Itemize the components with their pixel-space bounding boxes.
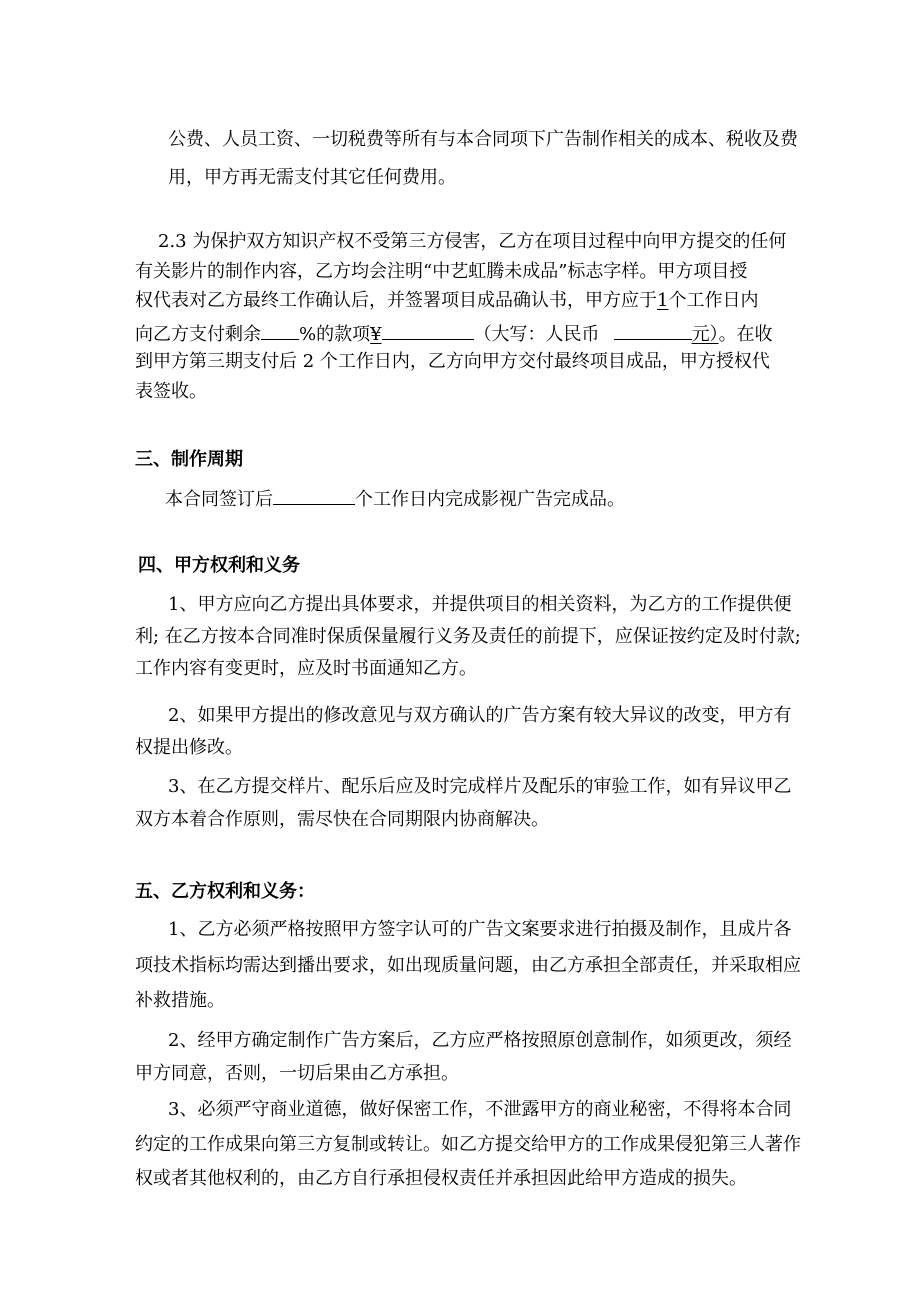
- section-4-p1-line-3: 工作内容有变更时，应及时书面通知乙方。: [135, 658, 477, 679]
- cost-text-line-2: 用，甲方再无需支付其它任何费用。: [168, 167, 456, 188]
- section-4-p2-line-1: 2、如果甲方提出的修改意见与双方确认的广告方案有较大异议的改变，甲方有: [168, 705, 792, 726]
- section-5-p1-line-2: 项技术指标均需达到播出要求，如出现质量问题，由乙方承担全部责任，并采取相应: [135, 955, 801, 976]
- clause-2-3-text: 。在收: [718, 324, 773, 345]
- clause-2-3-line-2: 有关影片的制作内容，乙方均会注明“中艺虹腾未成品”标志字样。甲方项目授: [135, 261, 748, 282]
- clause-2-3-line-1: 2.3 为保护双方知识产权不受第三方侵害，乙方在项目过程中向甲方提交的任何: [158, 231, 787, 252]
- section-5-p2-line-2: 甲方同意，否则，一切后果由乙方承担。: [135, 1063, 459, 1084]
- section-4-p3-line-2: 双方本着合作原则，需尽快在合同期限内协商解决。: [135, 809, 549, 830]
- section-3-text: [165, 484, 625, 508]
- clause-2-3-line-3: [135, 289, 758, 313]
- section-5-p1-line-1: 1、乙方必须严格按照甲方签字认可的广告文案要求进行拍摄及制作，且成片各: [168, 919, 792, 940]
- clause-2-3-text: 个工作日内: [668, 290, 759, 311]
- days-blank: [273, 484, 355, 505]
- capital-amount-blank: [614, 319, 692, 340]
- amount-blank: [382, 319, 474, 340]
- section-5-p3-line-2: 约定的工作成果向第三方复制或转让。如乙方提交给甲方的工作成果侵犯第三人著作: [135, 1134, 801, 1155]
- clause-2-3-line-5: 到甲方第三期支付后 2 个工作日内，乙方向甲方交付最终项目成品，甲方授权代: [135, 351, 770, 372]
- cost-text-line-1: 公费、人员工资、一切税费等所有与本合同项下广告制作相关的成本、税收及费: [168, 129, 798, 150]
- clause-2-3-text: （大写：人民币: [473, 324, 600, 345]
- section-4-heading: 四、甲方权利和义务: [138, 555, 300, 576]
- percent-text: %的款项: [299, 324, 371, 345]
- yen-symbol: ¥: [370, 324, 382, 345]
- section-4-p3-line-1: 3、在乙方提交样片、配乐后应及时完成样片及配乐的审验工作，如有异议甲乙: [168, 776, 792, 797]
- days-value: 1: [657, 290, 669, 311]
- clause-2-3-line-4: [135, 319, 773, 343]
- section-5-heading: 五、乙方权利和义务：: [135, 881, 315, 902]
- clause-2-3-text: 权代表对乙方最终工作确认后，并签署项目成品确认书，甲方应于: [135, 290, 657, 311]
- section-5-p1-line-3: 补救措施。: [135, 990, 225, 1011]
- section-5-p2-line-1: 2、经甲方确定制作广告方案后，乙方应严格按照原创意制作，如须更改，须经: [168, 1030, 792, 1051]
- section-5-p3-line-1: 3、必须严守商业道德，做好保密工作，不泄露甲方的商业秘密，不得将本合同: [168, 1099, 792, 1120]
- section-3-text-b: 个工作日内完成影视广告完成品。: [355, 489, 625, 510]
- section-5-p3-line-3: 权或者其他权利的，由乙方自行承担侵权责任并承担因此给甲方造成的损失。: [135, 1168, 747, 1189]
- percent-blank: [261, 319, 299, 340]
- yuan-text: 元）: [691, 324, 719, 345]
- section-3-text-a: 本合同签订后: [165, 489, 273, 510]
- section-4-p1-line-2: 利; 在乙方按本合同准时保质保量履行义务及责任的前提下，应保证按约定及时付款;: [135, 626, 801, 647]
- section-3-heading: 三、制作周期: [135, 449, 243, 470]
- clause-2-3-text: 向乙方支付剩余: [135, 324, 261, 345]
- clause-2-3-line-6: 表签收。: [135, 381, 207, 402]
- section-4-p1-line-1: 1、甲方应向乙方提出具体要求，并提供项目的相关资料，为乙方的工作提供便: [168, 594, 792, 615]
- section-4-p2-line-2: 权提出修改。: [135, 737, 243, 758]
